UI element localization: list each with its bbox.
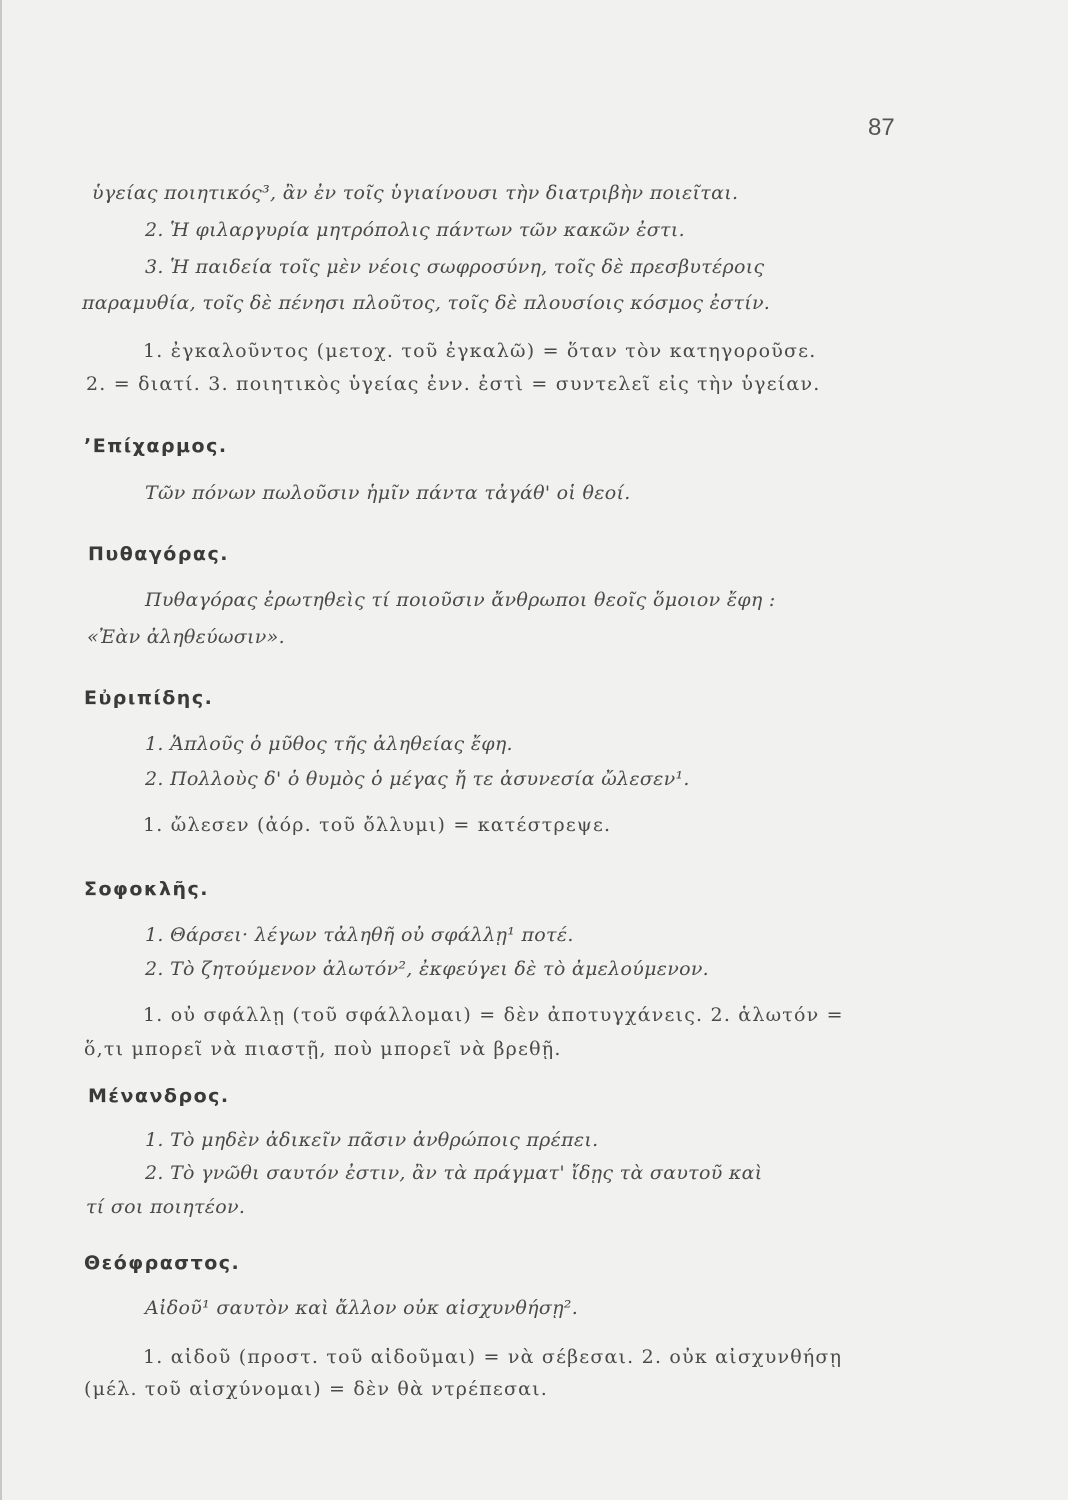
- text-line: 2. Τὸ ζητούμενον ἁλωτόν², ἐκφεύγει δὲ τὸ ἀμελούμενον.: [145, 958, 710, 980]
- footnote-line: (μέλ. τοῦ αἰσχύνομαι) = δὲν θὰ ντρέπεσαι.: [84, 1378, 549, 1400]
- text-line: τί σοι ποιητέον.: [86, 1196, 246, 1218]
- footnote-line: 1. ὤλεσεν (ἀόρ. τοῦ ὄλλυμι) = κατέστρεψε.: [143, 814, 612, 836]
- text-line: 1. Θάρσει· λέγων τἀληθῆ οὐ σφάλλῃ¹ ποτέ.: [145, 924, 574, 946]
- footnote-line: ὅ,τι μπορεῖ νὰ πιαστῇ, ποὺ μπορεῖ νὰ βρεθῇ.: [84, 1038, 562, 1060]
- page-edge: [0, 0, 2, 1500]
- text-line: παραμυθία, τοῖς δὲ πένησι πλοῦτος, τοῖς δὲ πλουσίοις κόσμος ἐστίν.: [82, 292, 771, 314]
- text-line: «Ἐὰν ἀληθεύωσιν».: [87, 626, 285, 648]
- text-line: 3. Ἡ παιδεία τοῖς μὲν νέοις σωφροσύνη, τοῖς δὲ πρεσβυτέροις: [145, 256, 765, 278]
- text-line: Πυθαγόρας ἐρωτηθεὶς τί ποιοῦσιν ἄνθρωποι θεοῖς ὅμοιον ἔφη :: [145, 589, 776, 611]
- text-line: 1. Τὸ μηδὲν ἀδικεῖν πᾶσιν ἀνθρώποις πρέπει.: [145, 1129, 599, 1151]
- footnote-line: 1. αἰδοῦ (προστ. τοῦ αἰδοῦμαι) = νὰ σέβεσαι. 2. οὐκ αἰσχυνθήσῃ: [143, 1346, 843, 1368]
- section-heading-menander: Μένανδρος.: [88, 1085, 230, 1107]
- text-line: 1. Ἁπλοῦς ὁ μῦθος τῆς ἀληθείας ἔφη.: [145, 733, 513, 755]
- section-heading-epicharmus: ʼΕπίχαρμος.: [84, 435, 228, 457]
- section-heading-theophrastus: Θεόφραστος.: [84, 1252, 241, 1274]
- text-line: ὑγείας ποιητικός³, ἂν ἐν τοῖς ὑγιαίνουσι τὴν διατριβὴν ποιεῖται.: [92, 182, 739, 204]
- text-line: Αἰδοῦ¹ σαυτὸν καὶ ἄλλον οὐκ αἰσχυνθήσῃ².: [145, 1297, 579, 1319]
- page-number: 87: [868, 114, 895, 141]
- section-heading-sophocles: Σοφοκλῆς.: [84, 878, 209, 900]
- text-line: 2. Τὸ γνῶθι σαυτόν ἐστιν, ἂν τὰ πράγματ' ἴδῃς τὰ σαυτοῦ καὶ: [145, 1162, 763, 1184]
- section-heading-pythagoras: Πυθαγόρας.: [88, 543, 229, 565]
- text-line: 2. Ἡ φιλαργυρία μητρόπολις πάντων τῶν κακῶν ἐστι.: [145, 219, 685, 241]
- footnote-line: 2. = διατί. 3. ποιητικὸς ὑγείας ἐνν. ἐστὶ = συντελεῖ εἰς τὴν ὑγείαν.: [86, 373, 821, 395]
- text-line: 2. Πολλοὺς δ' ὁ θυμὸς ὁ μέγας ἤ τε ἀσυνεσία ὤλεσεν¹.: [145, 768, 690, 790]
- section-heading-euripides: Εὐριπίδης.: [84, 687, 214, 709]
- footnote-line: 1. οὐ σφάλλῃ (τοῦ σφάλλομαι) = δὲν ἀποτυγχάνεις. 2. ἁλωτόν =: [143, 1004, 844, 1026]
- footnote-line: 1. ἐγκαλοῦντος (μετοχ. τοῦ ἐγκαλῶ) = ὅταν τὸν κατηγοροῦσε.: [143, 340, 817, 362]
- text-line: Τῶν πόνων πωλοῦσιν ἡμῖν πάντα τἀγάθ' οἱ θεοί.: [145, 482, 631, 504]
